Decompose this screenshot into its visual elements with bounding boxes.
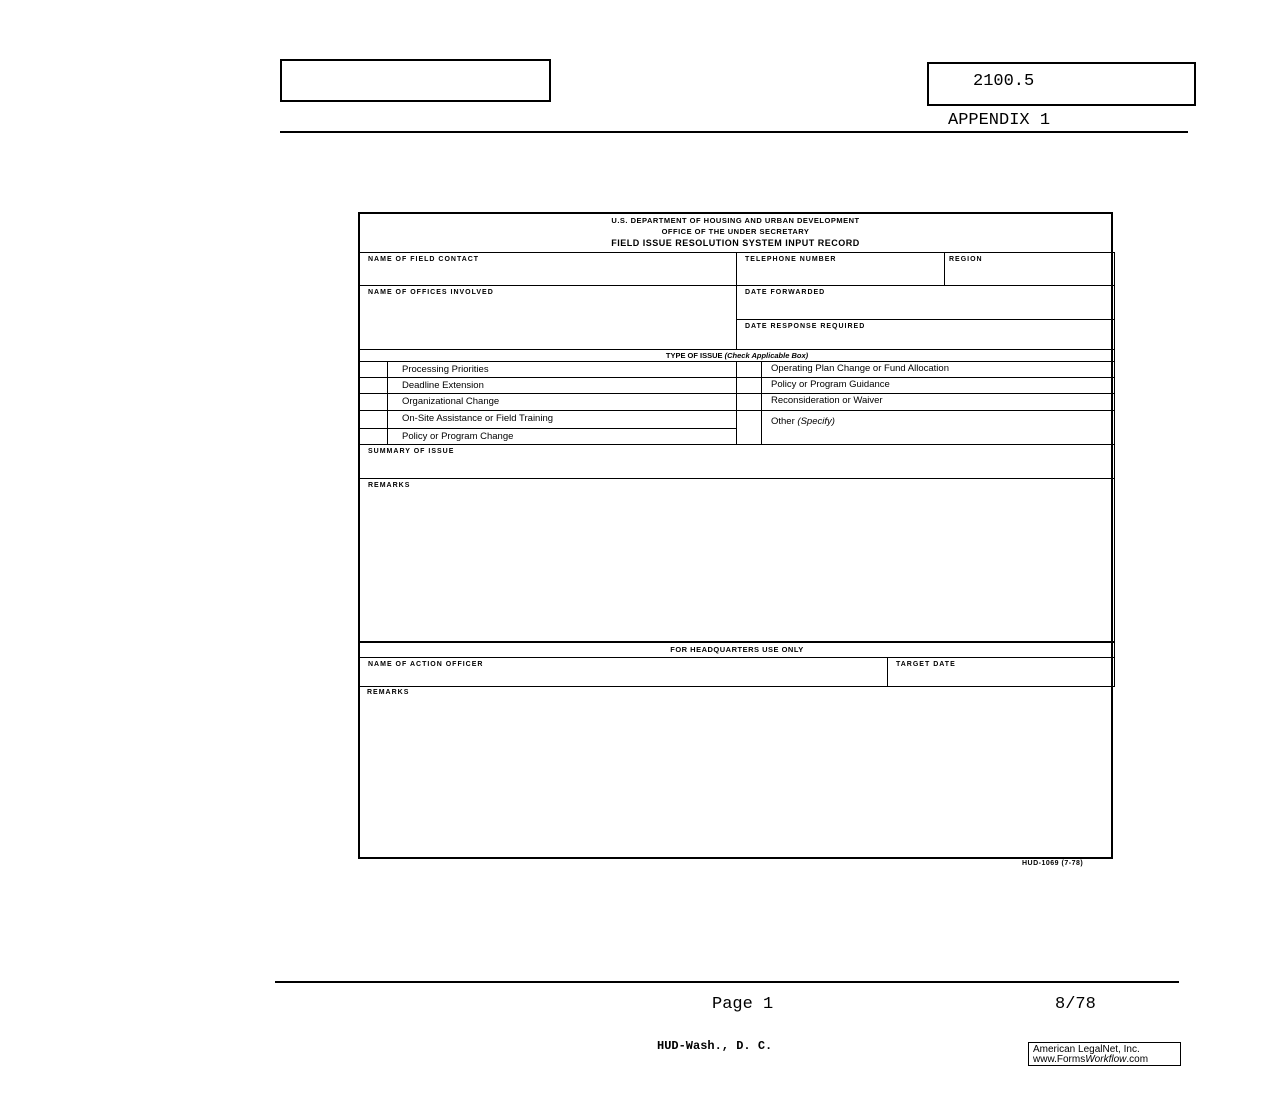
checkbox-policy-program-change[interactable] — [359, 428, 388, 445]
field-label: REMARKS — [368, 482, 411, 489]
field-label: REMARKS — [367, 689, 410, 696]
form-number: HUD-1069 (7-78) — [1022, 860, 1084, 867]
field-label: SUMMARY OF ISSUE — [368, 448, 455, 455]
field-label: TARGET DATE — [896, 661, 956, 668]
other-label: Other — [771, 416, 795, 427]
hq-label: FOR HEADQUARTERS USE ONLY — [670, 645, 804, 654]
checkbox-other[interactable] — [736, 410, 762, 445]
summary-field[interactable] — [359, 444, 1115, 479]
option-reconsideration: Reconsideration or Waiver — [761, 393, 1115, 411]
option-organizational-change: Organizational Change — [387, 393, 737, 411]
option-onsite-assistance: On-Site Assistance or Field Training — [387, 410, 737, 429]
option-operating-plan: Operating Plan Change or Fund Allocation — [761, 361, 1115, 378]
telephone-field[interactable] — [736, 252, 945, 286]
region-field[interactable] — [944, 252, 1115, 286]
option-processing-priorities: Processing Priorities — [387, 361, 737, 378]
form — [358, 212, 1113, 859]
other-hint: (Specify) — [797, 416, 835, 427]
field-label: TELEPHONE NUMBER — [745, 256, 837, 263]
field-label: NAME OF OFFICES INVOLVED — [368, 289, 494, 296]
checkbox-deadline-extension[interactable] — [359, 377, 388, 394]
field-label: NAME OF ACTION OFFICER — [368, 661, 484, 668]
publisher-box — [1028, 1042, 1181, 1066]
hq-header — [359, 641, 1115, 658]
checkbox-processing-priorities[interactable] — [359, 361, 388, 378]
publisher-name: American LegalNet, Inc. — [1033, 1044, 1140, 1055]
option-deadline-extension: Deadline Extension — [387, 377, 737, 394]
hq-remarks-field[interactable] — [359, 686, 1115, 859]
footer-rule — [275, 981, 1179, 983]
doc-number-box — [927, 62, 1196, 106]
type-of-issue-label: TYPE OF ISSUE — [665, 351, 723, 360]
checkbox-organizational-change[interactable] — [359, 393, 388, 411]
field-label: NAME OF FIELD CONTACT — [368, 256, 480, 263]
checkbox-reconsideration[interactable] — [736, 393, 762, 411]
checkbox-operating-plan[interactable] — [736, 361, 762, 378]
date-forwarded-field[interactable] — [736, 285, 1115, 320]
action-officer-field[interactable] — [359, 657, 888, 687]
target-date-field[interactable] — [887, 657, 1115, 687]
option-policy-guidance: Policy or Program Guidance — [761, 377, 1115, 394]
appendix-label: APPENDIX 1 — [948, 111, 1051, 130]
footer-origin: HUD-Wash., D. C. — [657, 1039, 773, 1053]
page-number: Page 1 — [712, 995, 774, 1014]
field-contact-field[interactable] — [359, 252, 737, 286]
doc-number: 2100.5 — [973, 72, 1035, 91]
form-title: FIELD ISSUE RESOLUTION SYSTEM INPUT RECORD — [611, 238, 860, 248]
field-label: DATE FORWARDED — [745, 289, 826, 296]
header-rule — [280, 131, 1188, 133]
field-label: DATE RESPONSE REQUIRED — [745, 323, 866, 330]
option-other[interactable] — [761, 410, 1115, 445]
option-policy-program-change: Policy or Program Change — [387, 428, 737, 445]
checkbox-policy-guidance[interactable] — [736, 377, 762, 394]
remarks-field[interactable] — [359, 478, 1115, 642]
office-name: OFFICE OF THE UNDER SECRETARY — [661, 227, 810, 236]
type-of-issue-hint: (Check Applicable Box) — [724, 351, 809, 360]
footer-date: 8/78 — [1055, 995, 1096, 1014]
agency-name: U.S. DEPARTMENT OF HOUSING AND URBAN DEVELOPMENT — [611, 216, 860, 225]
field-label: REGION — [949, 256, 983, 263]
checkbox-onsite-assistance[interactable] — [359, 410, 388, 429]
offices-field[interactable] — [359, 285, 737, 350]
publisher-url[interactable]: www.FormsWorkflow.com — [1033, 1054, 1149, 1065]
blank-header-box — [280, 59, 551, 102]
date-response-field[interactable] — [736, 319, 1115, 350]
